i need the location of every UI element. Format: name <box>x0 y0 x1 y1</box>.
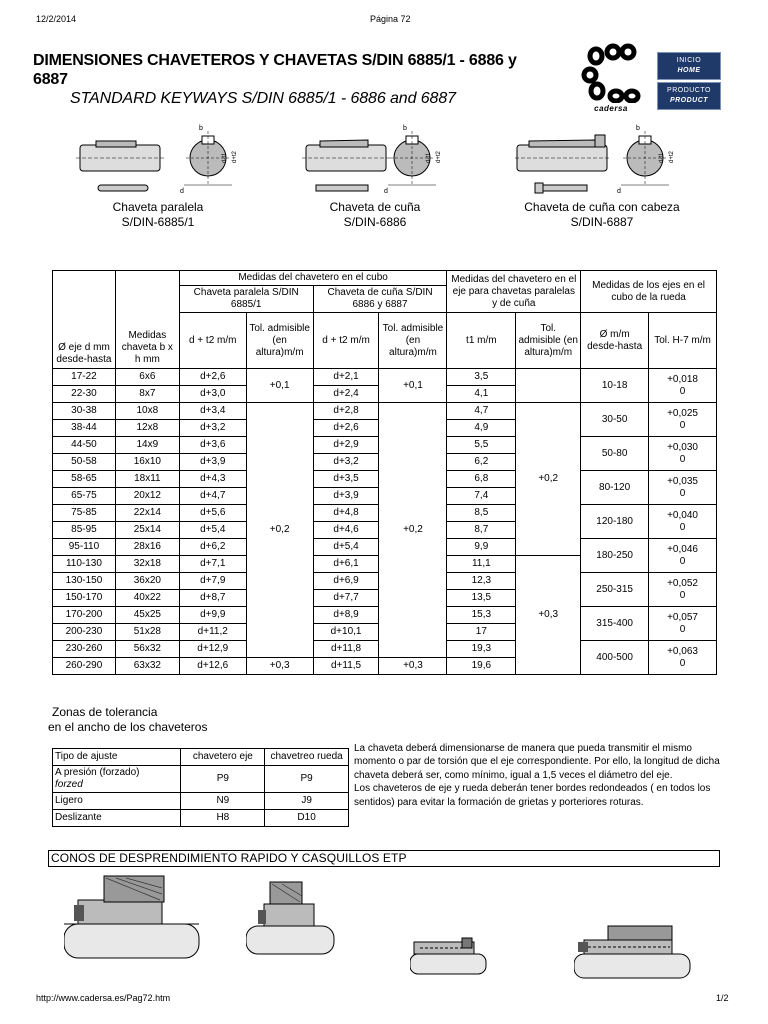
wedge-d-t2-cell: d+7,7 <box>313 590 379 607</box>
wheel-tolerance-cell <box>649 437 717 471</box>
parallel-key-diagram <box>68 123 248 199</box>
key-size-cell: 28x16 <box>115 539 179 556</box>
product-button-label: PRODUCTO <box>667 87 711 94</box>
key-size-cell: 32x18 <box>115 556 179 573</box>
tolerance-title: Zonas de tolerancia <box>52 705 158 719</box>
parallel-d-t2-cell: d+6,2 <box>179 539 246 556</box>
shaft-range-cell: 95-110 <box>53 539 116 556</box>
t1-cell: 17 <box>447 624 516 641</box>
dim-d-t1-label: d-t1 <box>222 152 228 163</box>
t1-cell: 9,9 <box>447 539 516 556</box>
tol-upper: +0,035 <box>667 475 698 487</box>
wedge-d-t2-cell: d+4,8 <box>313 505 379 522</box>
wedge-d-t2-cell: d+3,5 <box>313 471 379 488</box>
key-size-cell: 63x32 <box>115 658 179 675</box>
wheel-range-cell: 250-315 <box>581 573 649 607</box>
wedge-d-t2-cell: d+10,1 <box>313 624 379 641</box>
shaft-range-cell: 200-230 <box>53 624 116 641</box>
shaft-tolerance-cell <box>516 369 581 403</box>
wedge-key-diagram <box>298 123 478 199</box>
key-size-cell: 10x8 <box>115 403 179 420</box>
parallel-d-t2-cell: d+3,2 <box>179 420 246 437</box>
header-shaft-keyway: Medidas del chavetero en el eje para chavetas paralelas y de cuña <box>447 271 581 313</box>
header-tolerance: Tol. admisible (en altura)m/m <box>246 313 313 369</box>
wheel-tolerance-cell <box>649 471 717 505</box>
dim-d-t2-label: d+t2 <box>669 151 675 163</box>
wheel-tolerance-cell <box>649 369 717 403</box>
tol-upper: +0,018 <box>667 373 698 385</box>
wedge-d-t2-cell: d+2,8 <box>313 403 379 420</box>
wheel-tolerance-cell <box>649 573 717 607</box>
header-tol-h7: Tol. H-7 m/m <box>649 313 717 369</box>
print-page-number: 1/2 <box>716 993 729 1003</box>
t1-cell: 4,7 <box>447 403 516 420</box>
parallel-d-t2-cell: d+4,3 <box>179 471 246 488</box>
wheel-range-cell: 10-18 <box>581 369 649 403</box>
key-size-cell: 56x32 <box>115 641 179 658</box>
fit-tolerance-table <box>52 748 349 827</box>
wedge-d-t2-cell: d+2,4 <box>313 386 379 403</box>
dim-d-label: d <box>180 188 184 195</box>
home-button[interactable] <box>657 52 721 80</box>
logo-wordmark: cadersa <box>594 104 628 113</box>
wedge-d-t2-cell: d+2,1 <box>313 369 379 386</box>
header-wheel-diameter: Ø m/m desde-hasta <box>581 313 649 369</box>
header-hub-keyway: Medidas del chavetero en el cubo <box>179 271 447 286</box>
wedge-d-t2-cell: d+6,1 <box>313 556 379 573</box>
wedge-tolerance-cell: +0,2 <box>379 403 447 658</box>
key-size-cell: 14x9 <box>115 437 179 454</box>
tol-upper: +0,063 <box>667 645 698 657</box>
tol-lower: 0 <box>679 589 686 601</box>
parallel-d-t2-cell: d+4,7 <box>179 488 246 505</box>
parallel-tolerance-cell: +0,2 <box>246 403 313 658</box>
dim-b-label: b <box>403 125 407 132</box>
shaft-range-cell: 58-65 <box>53 471 116 488</box>
parallel-d-t2-cell: d+12,9 <box>179 641 246 658</box>
tol-upper: +0,040 <box>667 509 698 521</box>
wheel-range-cell: 50-80 <box>581 437 649 471</box>
shaft-range-cell: 150-170 <box>53 590 116 607</box>
shaft-range-cell: 260-290 <box>53 658 116 675</box>
key-size-cell: 51x28 <box>115 624 179 641</box>
parallel-d-t2-cell: d+8,7 <box>179 590 246 607</box>
dim-d-t2-label: d+t2 <box>232 151 238 163</box>
parallel-d-t2-cell: d+5,6 <box>179 505 246 522</box>
fit-type-label: Ligero <box>53 793 181 810</box>
t1-cell: 4,9 <box>447 420 516 437</box>
tol-lower: 0 <box>679 657 686 669</box>
shaft-range-cell: 22-30 <box>53 386 116 403</box>
etp-bushing-illustration <box>246 880 336 962</box>
key-size-cell: 36x20 <box>115 573 179 590</box>
dim-d-t1-label: d-t1 <box>426 152 432 163</box>
header-d-t2: d + t2 m/m <box>313 313 379 369</box>
page-title: DIMENSIONES CHAVETEROS Y CHAVETAS S/DIN 6885/1 - 6886 y 6887 <box>33 52 517 88</box>
caption-line: Chaveta paralela <box>112 200 204 214</box>
etp-bushing-illustration <box>64 872 204 968</box>
wheel-tolerance-cell <box>649 607 717 641</box>
parallel-d-t2-cell: d+9,9 <box>179 607 246 624</box>
wheel-tolerance: J9 <box>265 793 349 810</box>
key-size-cell: 16x10 <box>115 454 179 471</box>
shaft-tolerance-cell: +0,2 <box>516 403 581 556</box>
tol-lower: 0 <box>679 419 686 431</box>
key-size-cell: 12x8 <box>115 420 179 437</box>
shaft-range-cell: 230-260 <box>53 641 116 658</box>
wheel-tolerance-cell <box>649 539 717 573</box>
shaft-range-cell: 85-95 <box>53 522 116 539</box>
wheel-tolerance-cell <box>649 641 717 675</box>
print-url: http://www.cadersa.es/Pag72.htm <box>36 993 171 1003</box>
wheel-range-cell: 180-250 <box>581 539 649 573</box>
table-row <box>53 369 717 386</box>
parallel-d-t2-cell: d+5,4 <box>179 522 246 539</box>
note-paragraph: La chaveta deberá dimensionarse de manera que pueda transmitir el mismo momento o par de torsión que el eje correspondiente. Por ello, la longitud de dicha chaveta deberá ser, como mínimo, igual a 1,5 veces el diámetro del eje. <box>354 743 720 781</box>
print-date: 12/2/2014 <box>36 14 77 24</box>
wedge-d-t2-cell: d+2,6 <box>313 420 379 437</box>
header-d-t2: d + t2 m/m <box>179 313 246 369</box>
tol-upper: +0,025 <box>667 407 698 419</box>
fit-type-label-en: forzed <box>55 779 83 790</box>
dim-d-label: d <box>617 188 621 195</box>
parallel-d-t2-cell: d+3,6 <box>179 437 246 454</box>
tol-lower: 0 <box>679 623 686 635</box>
wedge-d-t2-cell: d+2,9 <box>313 437 379 454</box>
shaft-range-cell: 50-58 <box>53 454 116 471</box>
shaft-tolerance: H8 <box>181 810 265 827</box>
key-size-cell: 8x7 <box>115 386 179 403</box>
key-size-cell: 45x25 <box>115 607 179 624</box>
chain-link-icon <box>580 43 642 103</box>
wedge-tolerance-cell: +0,3 <box>379 658 447 675</box>
shaft-range-cell: 44-50 <box>53 437 116 454</box>
shaft-tolerance: P9 <box>181 766 265 793</box>
header-wedge-key: Chaveta de cuña S/DIN 6886 y 6887 <box>313 286 447 313</box>
shaft-range-cell: 110-130 <box>53 556 116 573</box>
tol-lower: 0 <box>679 385 686 397</box>
home-button-label: INICIO <box>676 57 702 64</box>
dim-b-label: b <box>636 125 640 132</box>
t1-cell: 12,3 <box>447 573 516 590</box>
caption-standard: S/DIN-6885/1 <box>121 215 195 229</box>
wedge-d-t2-cell: d+3,2 <box>313 454 379 471</box>
caption-standard: S/DIN-6886 <box>343 215 407 229</box>
tolerance-subtitle: en el ancho de los chaveteros <box>48 720 208 734</box>
caption-parallel-key <box>58 200 258 230</box>
parallel-d-t2-cell: d+7,9 <box>179 573 246 590</box>
t1-cell: 5,5 <box>447 437 516 454</box>
shaft-range-cell: 130-150 <box>53 573 116 590</box>
page-subtitle: STANDARD KEYWAYS S/DIN 6885/1 - 6886 and 6887 <box>70 90 456 107</box>
note-paragraph: Los chaveteros de eje y rueda deberán tener bordes redondeados ( en todos los sentidos) para evitar la formación de grietas y porteriores roturas. <box>354 783 711 808</box>
header-shaft-keyway: chavetero eje <box>181 749 265 766</box>
parallel-d-t2-cell: d+7,1 <box>179 556 246 573</box>
key-size-cell: 18x11 <box>115 471 179 488</box>
tol-lower: 0 <box>679 555 686 567</box>
wedge-d-t2-cell: d+6,9 <box>313 573 379 590</box>
key-size-cell: 20x12 <box>115 488 179 505</box>
parallel-d-t2-cell: d+3,4 <box>179 403 246 420</box>
key-size-cell: 22x14 <box>115 505 179 522</box>
shaft-tolerance-cell: +0,3 <box>516 556 581 675</box>
fit-type-cell <box>53 766 181 793</box>
product-button[interactable] <box>657 82 721 110</box>
parallel-d-t2-cell: d+3,0 <box>179 386 246 403</box>
dim-d-t1-label: d-t1 <box>659 152 665 163</box>
t1-cell: 19,3 <box>447 641 516 658</box>
header-tolerance: Tol. admisible (en altura)m/m <box>516 313 581 369</box>
wheel-range-cell: 80-120 <box>581 471 649 505</box>
caption-line: Chaveta de cuña con cabeza <box>524 200 680 214</box>
table-row <box>53 403 717 420</box>
wheel-range-cell: 30-50 <box>581 403 649 437</box>
wedge-d-t2-cell: d+8,9 <box>313 607 379 624</box>
wheel-tolerance: D10 <box>265 810 349 827</box>
parallel-d-t2-cell: d+11,2 <box>179 624 246 641</box>
wheel-range-cell: 315-400 <box>581 607 649 641</box>
header-key-size: Medidas chaveta b x h mm <box>115 271 179 369</box>
parallel-tolerance-cell: +0,1 <box>246 369 313 403</box>
caption-line: Chaveta de cuña <box>329 200 421 214</box>
header-wheel-keyway: chavetreo rueda <box>265 749 349 766</box>
shaft-range-cell: 65-75 <box>53 488 116 505</box>
tol-upper: +0,030 <box>667 441 698 453</box>
header-fit-type: Tipo de ajuste <box>53 749 181 766</box>
fit-type-label: Deslizante <box>53 810 181 827</box>
header-t1: t1 m/m <box>447 313 516 369</box>
wedge-d-t2-cell: d+11,8 <box>313 641 379 658</box>
t1-cell: 4,1 <box>447 386 516 403</box>
cadersa-logo <box>580 43 642 119</box>
etp-bushing-illustration <box>574 924 692 982</box>
tol-lower: 0 <box>679 521 686 533</box>
dim-d-t2-label: d+t2 <box>436 151 442 163</box>
shaft-range-cell: 17-22 <box>53 369 116 386</box>
wedge-d-t2-cell: d+11,5 <box>313 658 379 675</box>
caption-gib-head-key <box>502 200 702 230</box>
print-page-label: Página 72 <box>370 14 411 24</box>
shaft-range-cell: 75-85 <box>53 505 116 522</box>
wheel-tolerance: P9 <box>265 766 349 793</box>
shaft-range-cell: 38-44 <box>53 420 116 437</box>
shaft-tolerance: N9 <box>181 793 265 810</box>
key-size-cell: 6x6 <box>115 369 179 386</box>
tol-upper: +0,052 <box>667 577 698 589</box>
tol-upper: +0,046 <box>667 543 698 555</box>
t1-cell: 6,2 <box>447 454 516 471</box>
t1-cell: 6,8 <box>447 471 516 488</box>
header-wheel-shaft: Medidas de los ejes en el cubo de la rueda <box>581 271 717 313</box>
fit-type-label: A presión (forzado) <box>55 767 140 778</box>
wheel-tolerance-cell <box>649 403 717 437</box>
t1-cell: 8,5 <box>447 505 516 522</box>
t1-cell: 8,7 <box>447 522 516 539</box>
header-tolerance: Tol. admisible (en altura)m/m <box>379 313 447 369</box>
header-shaft-diameter: Ø eje d mm desde-hasta <box>53 271 116 369</box>
t1-cell: 7,4 <box>447 488 516 505</box>
t1-cell: 3,5 <box>447 369 516 386</box>
wedge-d-t2-cell: d+4,6 <box>313 522 379 539</box>
key-size-cell: 40x22 <box>115 590 179 607</box>
header-parallel-key: Chaveta paralela S/DIN 6885/1 <box>179 286 313 313</box>
key-dimension-note <box>354 742 720 809</box>
shaft-range-cell: 30-38 <box>53 403 116 420</box>
wheel-range-cell: 400-500 <box>581 641 649 675</box>
t1-cell: 11,1 <box>447 556 516 573</box>
parallel-d-t2-cell: d+2,6 <box>179 369 246 386</box>
shaft-range-cell: 170-200 <box>53 607 116 624</box>
wedge-d-t2-cell: d+5,4 <box>313 539 379 556</box>
t1-cell: 15,3 <box>447 607 516 624</box>
tol-lower: 0 <box>679 453 686 465</box>
t1-cell: 19,6 <box>447 658 516 675</box>
caption-standard: S/DIN-6887 <box>570 215 634 229</box>
gib-head-key-diagram <box>515 123 705 199</box>
home-button-label-en: HOME <box>677 67 701 74</box>
product-button-label-en: PRODUCT <box>669 97 709 104</box>
tol-lower: 0 <box>679 487 686 499</box>
caption-wedge-key <box>275 200 475 230</box>
etp-bushing-illustration <box>410 932 490 978</box>
parallel-d-t2-cell: d+3,9 <box>179 454 246 471</box>
t1-cell: 13,5 <box>447 590 516 607</box>
dim-b-label: b <box>199 125 203 132</box>
wedge-tolerance-cell: +0,1 <box>379 369 447 403</box>
dim-d-label: d <box>384 188 388 195</box>
key-size-cell: 25x14 <box>115 522 179 539</box>
keyway-dimensions-table <box>52 270 717 675</box>
parallel-tolerance-cell: +0,3 <box>246 658 313 675</box>
tol-upper: +0,057 <box>667 611 698 623</box>
parallel-d-t2-cell: d+12,6 <box>179 658 246 675</box>
section-title-bar: CONOS DE DESPRENDIMIENTO RAPIDO Y CASQUILLOS ETP <box>48 850 720 867</box>
wheel-tolerance-cell <box>649 505 717 539</box>
wheel-range-cell: 120-180 <box>581 505 649 539</box>
wedge-d-t2-cell: d+3,9 <box>313 488 379 505</box>
